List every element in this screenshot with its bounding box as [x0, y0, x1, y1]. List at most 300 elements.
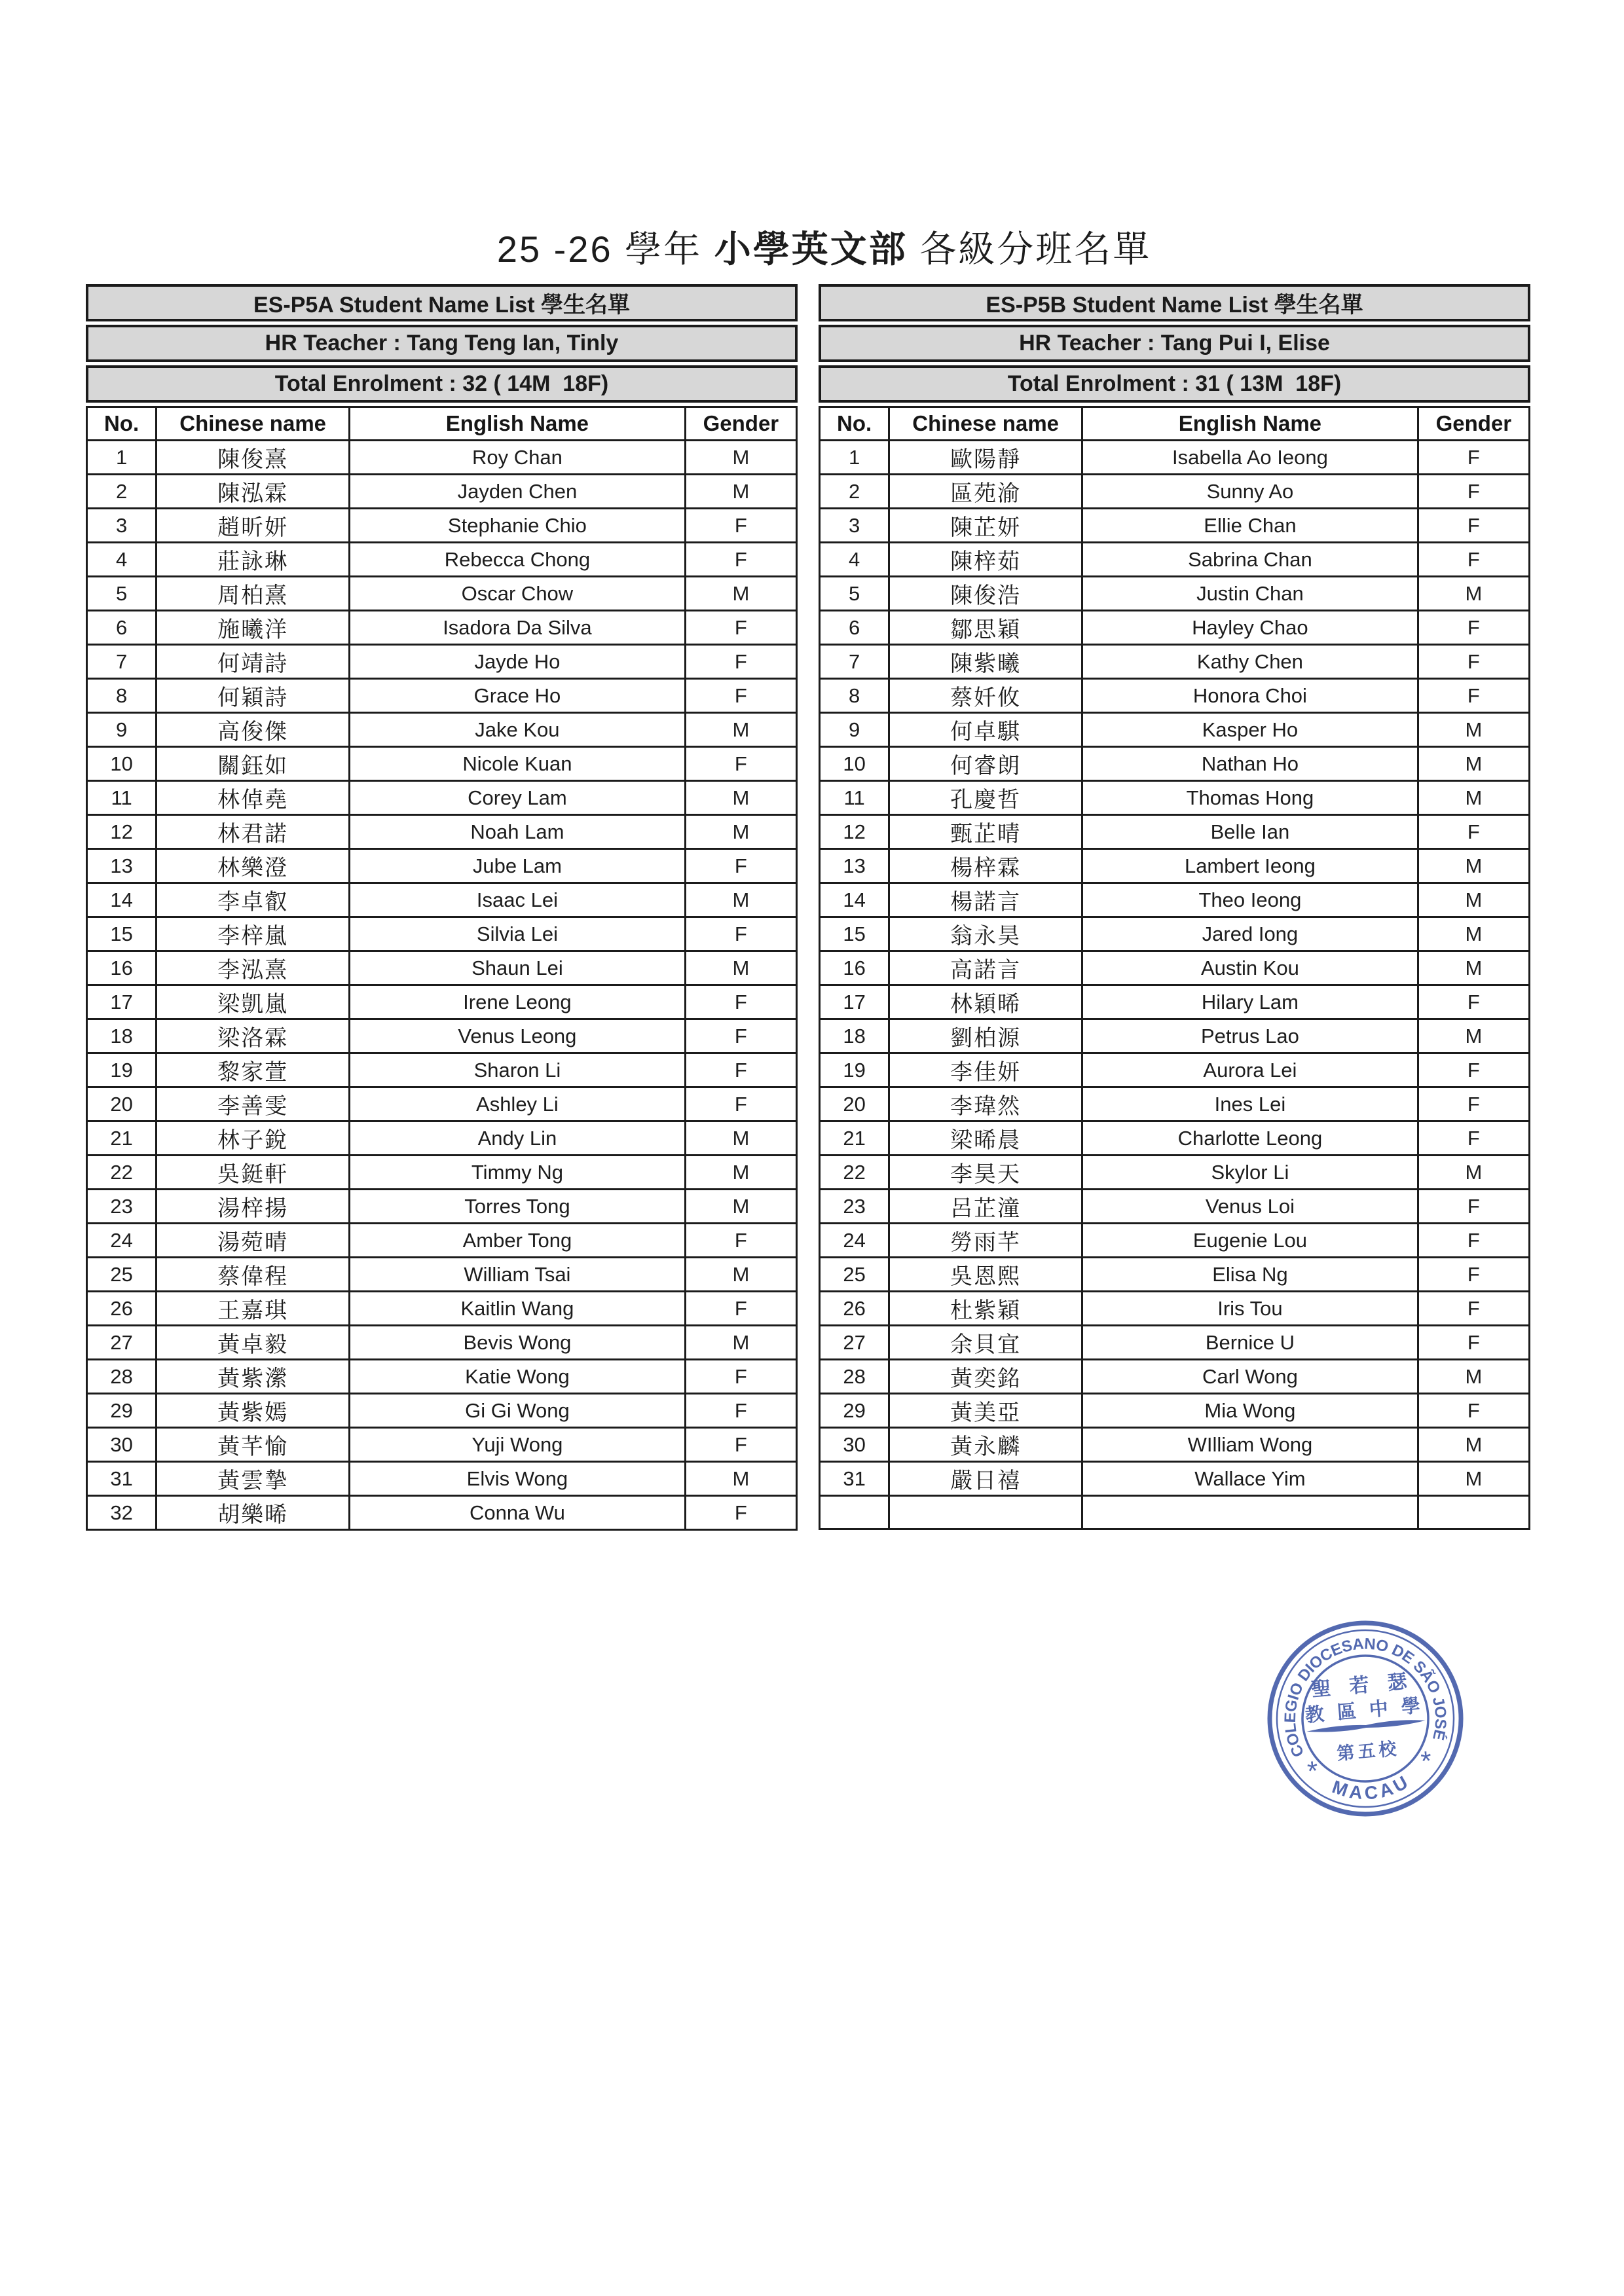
table-row — [87, 917, 797, 951]
english-name: Isaac Lei — [350, 883, 686, 917]
english-name: Jayden Chen — [350, 475, 686, 509]
gender: F — [685, 679, 796, 713]
english-name: Honora Choi — [1082, 679, 1418, 713]
class-title-bar: ES-P5B Student Name List 學生名單 — [819, 284, 1530, 321]
table-row — [87, 1360, 797, 1394]
row-number: 27 — [820, 1326, 889, 1360]
gender: M — [1418, 713, 1529, 747]
table-row — [87, 951, 797, 985]
table-row — [87, 1326, 797, 1360]
chinese-name: 李昊天 — [889, 1156, 1082, 1190]
english-name: William Tsai — [350, 1258, 686, 1292]
table-row — [87, 1019, 797, 1053]
chinese-name: 何睿朗 — [889, 747, 1082, 781]
chinese-name: 林君諾 — [157, 815, 350, 849]
gender: M — [685, 951, 796, 985]
row-number: 18 — [87, 1019, 157, 1053]
gender: F — [1418, 1190, 1529, 1224]
table-row — [820, 543, 1530, 577]
english-name: Charlotte Leong — [1082, 1121, 1418, 1156]
table-row — [820, 815, 1530, 849]
english-name: Grace Ho — [350, 679, 686, 713]
english-name: Roy Chan — [350, 441, 686, 475]
row-number: 28 — [820, 1360, 889, 1394]
enrolment-bar: Total Enrolment : 31 ( 13M 18F) — [819, 365, 1530, 403]
hr-teacher-bar: HR Teacher : Tang Pui I, Elise — [819, 325, 1530, 362]
english-name: Jayde Ho — [350, 645, 686, 679]
row-number: 17 — [87, 985, 157, 1019]
chinese-name: 梁凱嵐 — [157, 985, 350, 1019]
chinese-name: 梁晞晨 — [889, 1121, 1082, 1156]
english-name: Belle Ian — [1082, 815, 1418, 849]
row-number: 18 — [820, 1019, 889, 1053]
table-row — [820, 577, 1530, 611]
gender: F — [1418, 1224, 1529, 1258]
page-title-suffix: 各級分班名單 — [907, 228, 1152, 270]
table-row — [87, 679, 797, 713]
row-number: 3 — [820, 509, 889, 543]
stamp-bottom-text: MACAU — [1329, 1770, 1414, 1804]
row-number: 21 — [87, 1121, 157, 1156]
chinese-name: 陳俊浩 — [889, 577, 1082, 611]
chinese-name: 黃卓毅 — [157, 1326, 350, 1360]
table-row — [820, 611, 1530, 645]
table-row — [820, 679, 1530, 713]
row-number: 16 — [820, 951, 889, 985]
english-name: Ashley Li — [350, 1087, 686, 1121]
chinese-name: 李梓嵐 — [157, 917, 350, 951]
row-number: 25 — [820, 1258, 889, 1292]
chinese-name: 吳恩熙 — [889, 1258, 1082, 1292]
table-row — [87, 781, 797, 815]
gender: M — [1418, 883, 1529, 917]
english-name: Andy Lin — [350, 1121, 686, 1156]
gender: F — [1418, 1292, 1529, 1326]
table-row — [87, 1156, 797, 1190]
table-row — [87, 1224, 797, 1258]
table-row — [87, 1190, 797, 1224]
row-number: 24 — [820, 1224, 889, 1258]
table-row — [87, 985, 797, 1019]
table-row — [820, 917, 1530, 951]
english-name: Elisa Ng — [1082, 1258, 1418, 1292]
chinese-name: 黃紫嫣 — [157, 1394, 350, 1428]
english-name: Gi Gi Wong — [350, 1394, 686, 1428]
row-number: 4 — [87, 543, 157, 577]
english-name: Carl Wong — [1082, 1360, 1418, 1394]
english-name: Aurora Lei — [1082, 1053, 1418, 1087]
table-row — [820, 1292, 1530, 1326]
chinese-name: 吳鋌軒 — [157, 1156, 350, 1190]
row-number: 30 — [820, 1428, 889, 1462]
gender: M — [1418, 951, 1529, 985]
row-number: 1 — [820, 441, 889, 475]
gender: M — [685, 1258, 796, 1292]
table-row — [820, 1224, 1530, 1258]
gender: F — [685, 1053, 796, 1087]
row-number: 14 — [820, 883, 889, 917]
row-number: 25 — [87, 1258, 157, 1292]
chinese-name: 陳梓茹 — [889, 543, 1082, 577]
table-row — [820, 883, 1530, 917]
english-name: Yuji Wong — [350, 1428, 686, 1462]
chinese-name: 湯梓揚 — [157, 1190, 350, 1224]
gender: F — [685, 1087, 796, 1121]
gender: F — [685, 1019, 796, 1053]
english-name: Sunny Ao — [1082, 475, 1418, 509]
gender: F — [1418, 1326, 1529, 1360]
table-row — [87, 509, 797, 543]
english-name: WIlliam Wong — [1082, 1428, 1418, 1462]
gender: M — [1418, 917, 1529, 951]
chinese-name: 李善雯 — [157, 1087, 350, 1121]
english-name: Wallace Yim — [1082, 1462, 1418, 1496]
stamp-center-line2: 教 區 中 學 — [1304, 1695, 1426, 1726]
english-name: Iris Tou — [1082, 1292, 1418, 1326]
chinese-name: 李卓叡 — [157, 883, 350, 917]
page-title-section: 小學英文部 — [714, 228, 908, 270]
table-row — [820, 1258, 1530, 1292]
row-number: 15 — [87, 917, 157, 951]
stamp-asterisk-right: * — [1419, 1745, 1433, 1777]
table-row — [820, 475, 1530, 509]
chinese-name: 高諾言 — [889, 951, 1082, 985]
column-header-no: No. — [87, 407, 157, 441]
gender: F — [1418, 645, 1529, 679]
english-name: Conna Wu — [350, 1496, 686, 1530]
gender: M — [1418, 1156, 1529, 1190]
english-name: Skylor Li — [1082, 1156, 1418, 1190]
gender: M — [1418, 1428, 1529, 1462]
english-name: Eugenie Lou — [1082, 1224, 1418, 1258]
table-row — [820, 781, 1530, 815]
row-number: 24 — [87, 1224, 157, 1258]
table-row — [87, 645, 797, 679]
table-row — [820, 985, 1530, 1019]
column-header-english-name: English Name — [350, 407, 686, 441]
english-name: Venus Leong — [350, 1019, 686, 1053]
chinese-name: 黎家萱 — [157, 1053, 350, 1087]
table-row — [820, 1462, 1530, 1496]
chinese-name: 梁洛霖 — [157, 1019, 350, 1053]
table-row — [87, 1053, 797, 1087]
student-table-es-p5b — [819, 284, 1530, 1531]
row-number: 7 — [820, 645, 889, 679]
english-name: Shaun Lei — [350, 951, 686, 985]
gender: F — [1418, 985, 1529, 1019]
english-name: Isabella Ao Ieong — [1082, 441, 1418, 475]
english-name: Austin Kou — [1082, 951, 1418, 985]
row-number: 31 — [87, 1462, 157, 1496]
table-row — [820, 1121, 1530, 1156]
gender: F — [685, 1496, 796, 1530]
gender: F — [1418, 475, 1529, 509]
chinese-name: 王嘉琪 — [157, 1292, 350, 1326]
chinese-name: 黃雲摯 — [157, 1462, 350, 1496]
gender: F — [1418, 815, 1529, 849]
table-row — [87, 1496, 797, 1530]
english-name: Jube Lam — [350, 849, 686, 883]
gender: F — [1418, 1258, 1529, 1292]
gender: M — [685, 441, 796, 475]
table-row — [87, 1428, 797, 1462]
row-number: 30 — [87, 1428, 157, 1462]
english-name: Oscar Chow — [350, 577, 686, 611]
row-number: 16 — [87, 951, 157, 985]
row-number: 2 — [820, 475, 889, 509]
stamp-center-line3: 第五校 — [1336, 1738, 1401, 1764]
english-name: Bernice U — [1082, 1326, 1418, 1360]
english-name: Rebecca Chong — [350, 543, 686, 577]
chinese-name: 胡樂晞 — [157, 1496, 350, 1530]
english-name: Hayley Chao — [1082, 611, 1418, 645]
row-number: 19 — [820, 1053, 889, 1087]
gender: F — [685, 1360, 796, 1394]
chinese-name: 黃永麟 — [889, 1428, 1082, 1462]
roster-table — [819, 406, 1530, 1530]
table-row — [87, 713, 797, 747]
english-name: Irene Leong — [350, 985, 686, 1019]
chinese-name: 陳紫曦 — [889, 645, 1082, 679]
row-number: 8 — [87, 679, 157, 713]
english-name: Thomas Hong — [1082, 781, 1418, 815]
table-row — [820, 1326, 1530, 1360]
chinese-name: 何穎詩 — [157, 679, 350, 713]
gender: F — [685, 1292, 796, 1326]
row-number: 13 — [87, 849, 157, 883]
student-table-es-p5a — [86, 284, 798, 1531]
english-name: Noah Lam — [350, 815, 686, 849]
row-number: 23 — [820, 1190, 889, 1224]
row-number: 12 — [820, 815, 889, 849]
table-row — [820, 1190, 1530, 1224]
english-name: Kasper Ho — [1082, 713, 1418, 747]
chinese-name: 陳芷妍 — [889, 509, 1082, 543]
table-row — [820, 747, 1530, 781]
chinese-name: 鄒思穎 — [889, 611, 1082, 645]
row-number: 27 — [87, 1326, 157, 1360]
table-row — [87, 1121, 797, 1156]
gender: F — [685, 1428, 796, 1462]
chinese-name: 黃芊愉 — [157, 1428, 350, 1462]
english-name: Justin Chan — [1082, 577, 1418, 611]
gender: F — [1418, 543, 1529, 577]
table-row — [87, 815, 797, 849]
enrolment-bar: Total Enrolment : 32 ( 14M 18F) — [86, 365, 798, 403]
gender: F — [685, 611, 796, 645]
chinese-name: 何卓騏 — [889, 713, 1082, 747]
chinese-name: 林樂澄 — [157, 849, 350, 883]
row-number: 4 — [820, 543, 889, 577]
table-row — [87, 1087, 797, 1121]
chinese-name: 蔡奷攸 — [889, 679, 1082, 713]
row-number: 5 — [87, 577, 157, 611]
english-name: Bevis Wong — [350, 1326, 686, 1360]
row-number: 3 — [87, 509, 157, 543]
english-name: Nicole Kuan — [350, 747, 686, 781]
table-row — [87, 441, 797, 475]
english-name: Ines Lei — [1082, 1087, 1418, 1121]
english-name: Katie Wong — [350, 1360, 686, 1394]
stamp-ring-text: COLEGIO DIOCESANO DE SÃO JOSÉ — [1281, 1635, 1450, 1760]
english-name: Hilary Lam — [1082, 985, 1418, 1019]
table-row — [87, 577, 797, 611]
row-number: 15 — [820, 917, 889, 951]
chinese-name: 孔慶哲 — [889, 781, 1082, 815]
table-row — [87, 747, 797, 781]
row-number: 6 — [87, 611, 157, 645]
row-number: 28 — [87, 1360, 157, 1394]
row-number: 6 — [820, 611, 889, 645]
table-row — [87, 543, 797, 577]
table-row — [87, 475, 797, 509]
english-name: Venus Loi — [1082, 1190, 1418, 1224]
row-number — [820, 1496, 889, 1529]
chinese-name: 何靖詩 — [157, 645, 350, 679]
row-number: 26 — [820, 1292, 889, 1326]
gender: M — [1418, 1360, 1529, 1394]
english-name: Stephanie Chio — [350, 509, 686, 543]
table-row — [87, 1258, 797, 1292]
row-number: 21 — [820, 1121, 889, 1156]
gender: M — [685, 475, 796, 509]
chinese-name: 林穎晞 — [889, 985, 1082, 1019]
column-header-chinese-name: Chinese name — [157, 407, 350, 441]
gender: F — [685, 849, 796, 883]
chinese-name: 劉柏源 — [889, 1019, 1082, 1053]
gender: F — [685, 645, 796, 679]
english-name: Sabrina Chan — [1082, 543, 1418, 577]
gender: M — [685, 1156, 796, 1190]
gender: F — [685, 747, 796, 781]
row-number: 10 — [87, 747, 157, 781]
chinese-name: 李佳妍 — [889, 1053, 1082, 1087]
row-number: 14 — [87, 883, 157, 917]
row-number: 23 — [87, 1190, 157, 1224]
row-number: 13 — [820, 849, 889, 883]
table-row — [87, 1394, 797, 1428]
chinese-name: 林子銳 — [157, 1121, 350, 1156]
gender: M — [1418, 1019, 1529, 1053]
row-number: 10 — [820, 747, 889, 781]
column-header-row — [87, 407, 797, 441]
row-number: 29 — [87, 1394, 157, 1428]
gender: M — [685, 1121, 796, 1156]
chinese-name: 高俊傑 — [157, 713, 350, 747]
english-name: Lambert Ieong — [1082, 849, 1418, 883]
page-title-year: 25 -26 學年 — [496, 228, 714, 270]
chinese-name: 歐陽靜 — [889, 441, 1082, 475]
gender: F — [1418, 1121, 1529, 1156]
chinese-name: 勞雨芊 — [889, 1224, 1082, 1258]
row-number: 29 — [820, 1394, 889, 1428]
table-row — [87, 1462, 797, 1496]
chinese-name: 楊諾言 — [889, 883, 1082, 917]
chinese-name: 翁永昊 — [889, 917, 1082, 951]
row-number: 11 — [87, 781, 157, 815]
gender: M — [1418, 781, 1529, 815]
row-number: 9 — [87, 713, 157, 747]
chinese-name: 關鈺如 — [157, 747, 350, 781]
gender: M — [685, 1462, 796, 1496]
table-row — [820, 951, 1530, 985]
row-number: 32 — [87, 1496, 157, 1530]
table-row — [820, 1019, 1530, 1053]
gender: F — [1418, 1394, 1529, 1428]
row-number: 2 — [87, 475, 157, 509]
chinese-name: 黃奕銘 — [889, 1360, 1082, 1394]
school-stamp-seal — [1257, 1610, 1474, 1827]
gender: M — [685, 815, 796, 849]
school-stamp — [1257, 1610, 1474, 1827]
chinese-name: 蔡偉程 — [157, 1258, 350, 1292]
gender: F — [1418, 1087, 1529, 1121]
english-name: Kathy Chen — [1082, 645, 1418, 679]
row-number: 1 — [87, 441, 157, 475]
chinese-name: 區苑渝 — [889, 475, 1082, 509]
class-title-bar: ES-P5A Student Name List 學生名單 — [86, 284, 798, 321]
table-row — [820, 1496, 1530, 1529]
english-name: Mia Wong — [1082, 1394, 1418, 1428]
english-name: Sharon Li — [350, 1053, 686, 1087]
row-number: 5 — [820, 577, 889, 611]
row-number: 31 — [820, 1462, 889, 1496]
chinese-name: 嚴日禧 — [889, 1462, 1082, 1496]
row-number: 20 — [820, 1087, 889, 1121]
chinese-name: 呂芷潼 — [889, 1190, 1082, 1224]
row-number: 19 — [87, 1053, 157, 1087]
table-row — [820, 1087, 1530, 1121]
gender: F — [685, 1394, 796, 1428]
english-name: Ellie Chan — [1082, 509, 1418, 543]
gender: M — [685, 713, 796, 747]
row-number: 22 — [820, 1156, 889, 1190]
english-name: Jake Kou — [350, 713, 686, 747]
english-name: Petrus Lao — [1082, 1019, 1418, 1053]
gender: M — [685, 781, 796, 815]
gender: F — [685, 1224, 796, 1258]
chinese-name: 林倬堯 — [157, 781, 350, 815]
page-title — [0, 178, 1624, 273]
table-row — [87, 611, 797, 645]
english-name: Kaitlin Wang — [350, 1292, 686, 1326]
english-name: Silvia Lei — [350, 917, 686, 951]
gender: F — [685, 985, 796, 1019]
english-name: Corey Lam — [350, 781, 686, 815]
column-header-chinese-name: Chinese name — [889, 407, 1082, 441]
table-row — [820, 1394, 1530, 1428]
table-row — [87, 883, 797, 917]
gender: F — [685, 917, 796, 951]
gender: F — [1418, 441, 1529, 475]
row-number: 22 — [87, 1156, 157, 1190]
gender: F — [685, 543, 796, 577]
stamp-center-line1: 聖 若 瑟 — [1310, 1670, 1415, 1701]
chinese-name: 李瑋然 — [889, 1087, 1082, 1121]
row-number: 9 — [820, 713, 889, 747]
row-number: 20 — [87, 1087, 157, 1121]
gender: M — [1418, 849, 1529, 883]
chinese-name: 陳泓霖 — [157, 475, 350, 509]
gender: F — [1418, 679, 1529, 713]
table-row — [820, 1053, 1530, 1087]
chinese-name — [889, 1496, 1082, 1529]
gender: F — [1418, 509, 1529, 543]
gender: M — [685, 1326, 796, 1360]
chinese-name: 甄芷晴 — [889, 815, 1082, 849]
english-name — [1082, 1496, 1418, 1529]
chinese-name: 陳俊熹 — [157, 441, 350, 475]
